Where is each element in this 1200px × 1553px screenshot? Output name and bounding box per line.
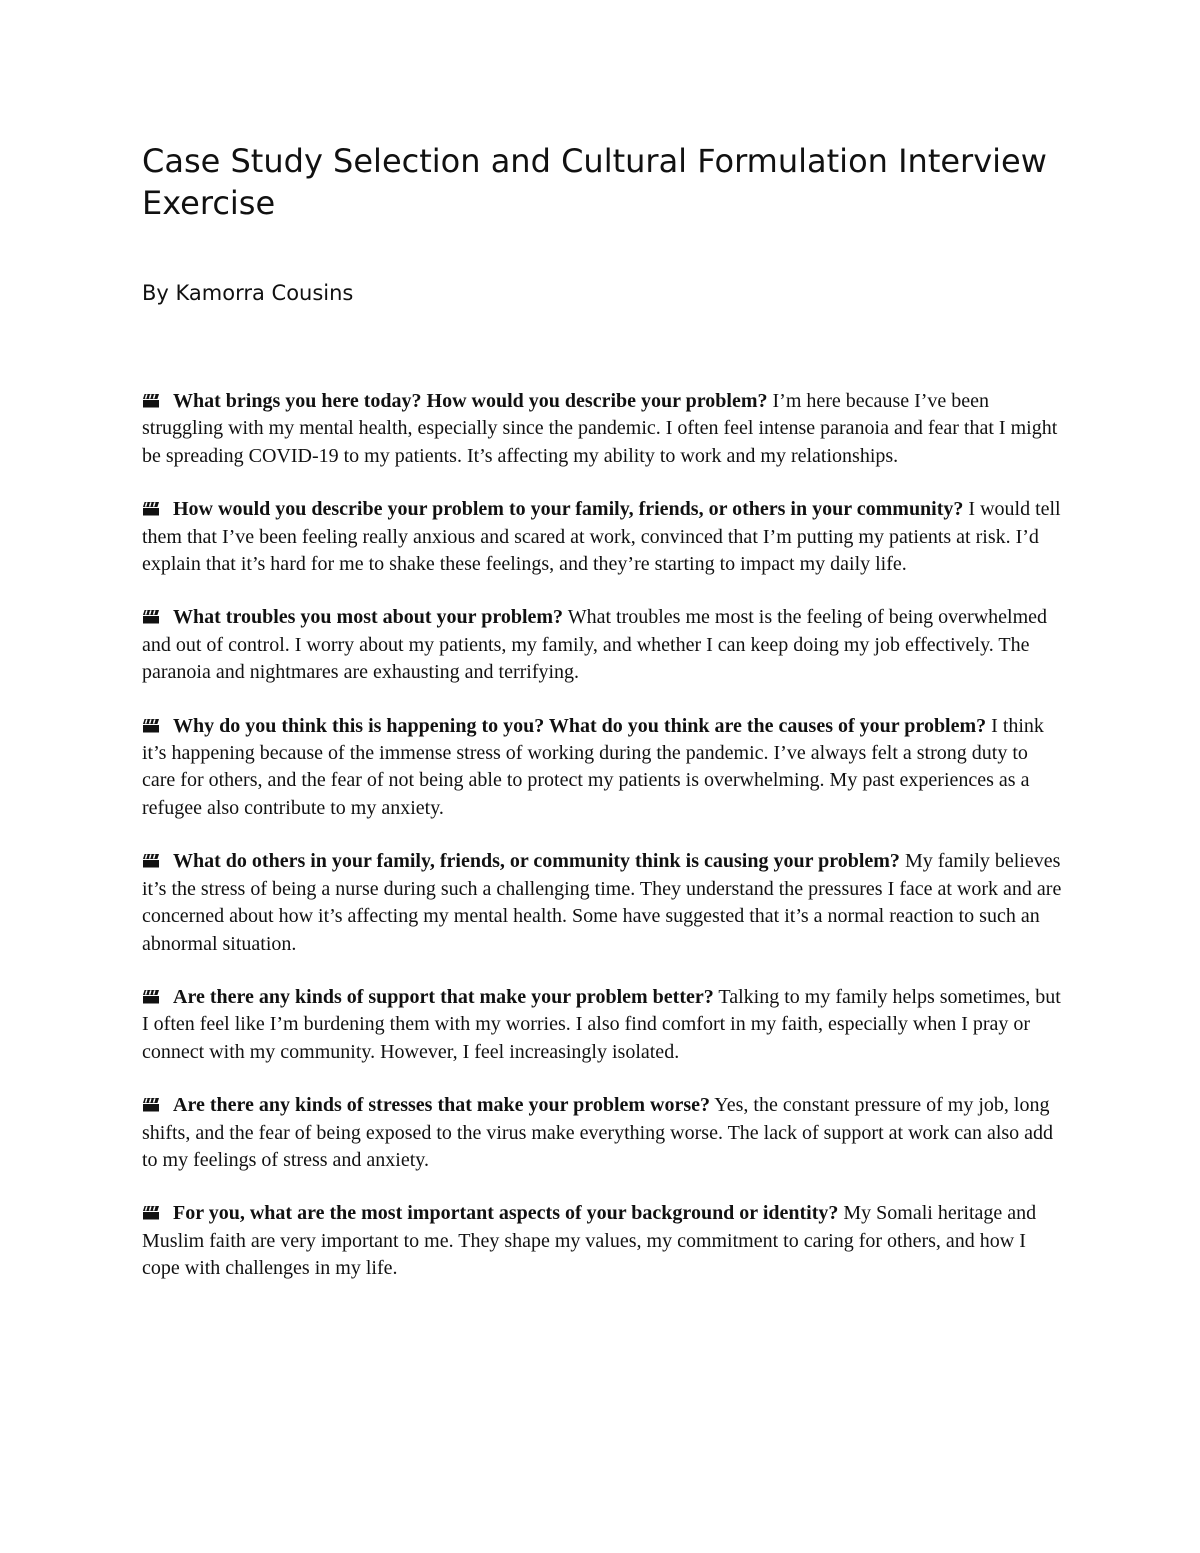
answer-text: I think it’s happening because of the immense stress of working during the pandemic. I’ve always felt a strong duty to care for others, and the fear of not being able to protect my patients is overwhelming. My past experiences as a refugee also contribute to my anxiety. [142,714,1044,819]
clapperboard-icon [142,1205,161,1220]
list-item [142,1200,1062,1282]
answer-text: My family believes it’s the stress of being a nurse during such a challenging time. They understand the pressures I face at work and are concerned about how it’s affecting my mental health. Some have suggested that it’s a normal reaction to such an abnormal situation. [142,850,1062,955]
list-item [142,848,1062,958]
question-text: Are there any kinds of support that make your problem better? [173,985,714,1008]
clapperboard-icon [142,989,161,1004]
clapperboard-icon [142,609,161,624]
clapperboard-icon [142,1097,161,1112]
interview-question-list [142,388,1062,1309]
question-text: Why do you think this is happening to you? What do you think are the causes of your problem? [173,714,987,737]
answer-text: I’m here because I’ve been struggling with my mental health, especially since the pandemic. I often feel intense paranoia and fear that I might be spreading COVID-19 to my patients. It’s affecting my ability to work and my relationships. [142,390,1058,467]
answer-text: My Somali heritage and Muslim faith are very important to me. They shape my values, my commitment to caring for others, and how I cope with challenges in my life. [142,1202,1037,1280]
answer-text: Talking to my family helps sometimes, but I often feel like I’m burdening them with my worries. I also find comfort in my faith, especially when I pray or connect with my community. However, I feel increasingly isolated. [142,985,1061,1063]
answer-text: Yes, the constant pressure of my job, long shifts, and the fear of being exposed to the virus make everything worse. The lack of support at work can also add to my feelings of stress and anxiety. [142,1094,1054,1171]
answer-text: I would tell them that I’ve been feeling really anxious and scared at work, convinced that I’m putting my patients at risk. I’d explain that it’s hard for me to shake these feelings, and they’re starting to impact my daily life. [142,498,1061,576]
list-item [142,388,1062,470]
question-text: For you, what are the most important aspects of your background or identity? [173,1202,839,1225]
clapperboard-icon [142,718,161,733]
clapperboard-icon [142,393,161,408]
list-item [142,713,1062,823]
question-text: Are there any kinds of stresses that make your problem worse? [173,1094,711,1117]
question-text: How would you describe your problem to your family, friends, or others in your community? [173,498,964,521]
clapperboard-icon [142,853,161,868]
question-text: What brings you here today? How would you describe your problem? [173,390,768,412]
answer-text: What troubles me most is the feeling of being overwhelmed and out of control. I worry about my patients, my family, and whether I can keep doing my job effectively. The paranoia and nightmares are exhausting and terrifying. [142,606,1048,684]
list-item [142,984,1062,1066]
list-item [142,496,1062,578]
document-title: Case Study Selection and Cultural Formulation Interview Exercise [142,142,1047,222]
author-line: By Kamorra Cousins [142,281,354,305]
list-item [142,1092,1062,1174]
question-text: What troubles you most about your problem? [173,606,564,629]
list-item [142,604,1062,686]
clapperboard-icon [142,501,161,516]
question-text: What do others in your family, friends, or community think is causing your problem? [173,850,900,873]
